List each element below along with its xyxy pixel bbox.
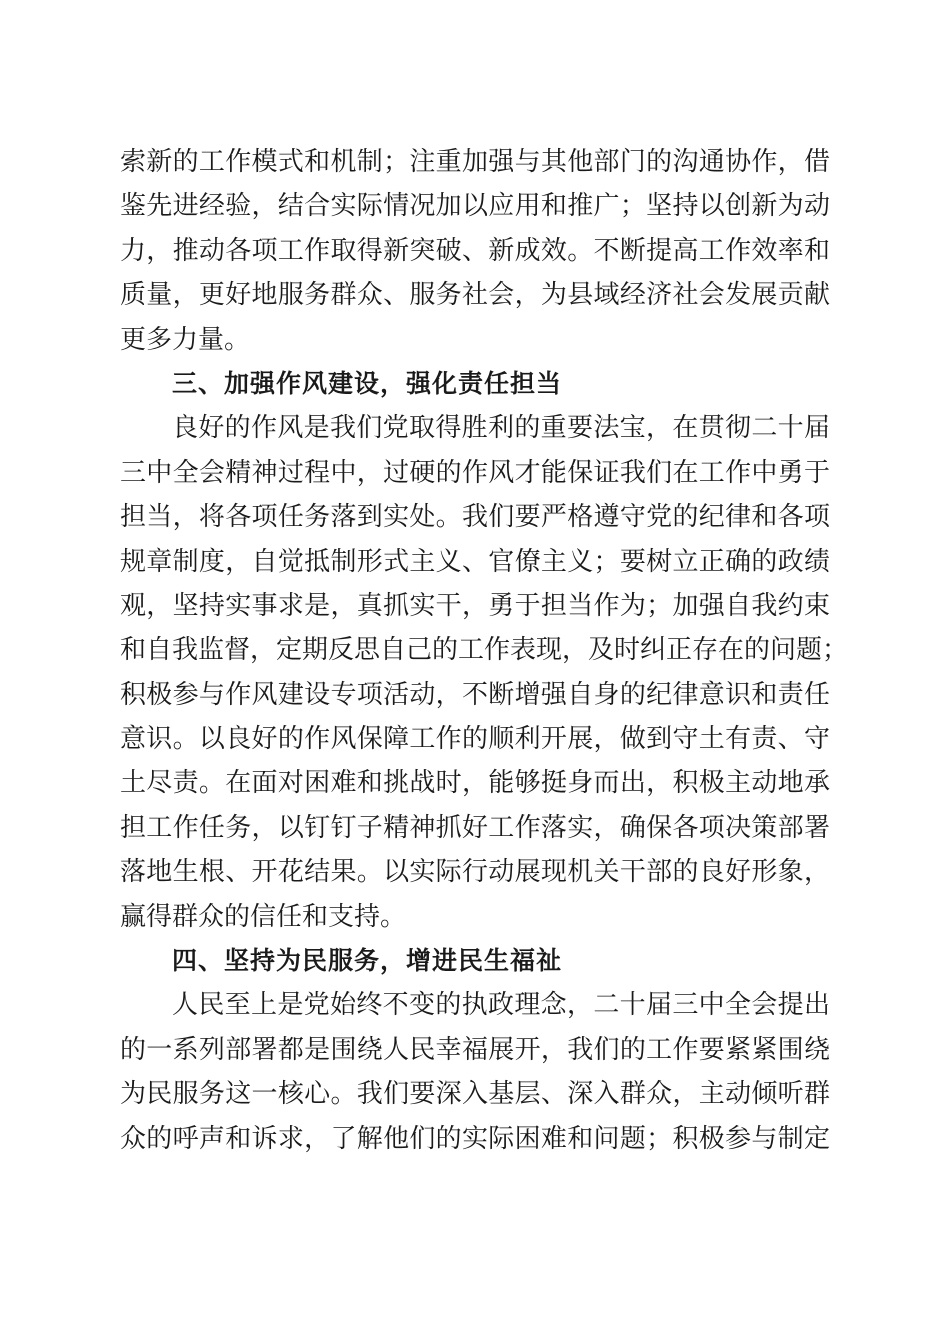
document-body	[120, 140, 849, 1161]
paragraph-line: 担工作任务，以钉钉子精神抓好工作落实，确保各项决策部署	[120, 812, 830, 843]
paragraph-line: 更多力量。	[120, 324, 251, 355]
paragraph-line: 意识。以良好的作风保障工作的顺利开展，做到守土有责、守	[120, 724, 830, 755]
paragraph-line: 积极参与作风建设专项活动，不断增强自身的纪律意识和责任	[120, 679, 830, 710]
paragraph-line: 力，推动各项工作取得新突破、新成效。不断提高工作效率和	[120, 235, 830, 266]
paragraph-line: 落地生根、开花结果。以实际行动展现机关干部的良好形象，	[120, 857, 830, 888]
paragraph-line: 担当，将各项任务落到实处。我们要严格遵守党的纪律和各项	[120, 502, 830, 533]
paragraph-line: 赢得群众的信任和支持。	[120, 901, 407, 932]
paragraph-line: 良好的作风是我们党取得胜利的重要法宝，在贯彻二十届	[172, 413, 830, 444]
paragraph-line: 质量，更好地服务群众、服务社会，为县域经济社会发展贡献	[120, 280, 830, 311]
paragraph-line: 三中全会精神过程中，过硬的作风才能保证我们在工作中勇于	[120, 457, 830, 488]
paragraph-line: 人民至上是党始终不变的执政理念，二十届三中全会提出	[172, 990, 830, 1021]
paragraph-line: 观，坚持实事求是，真抓实干，勇于担当作为；加强自我约束	[120, 590, 830, 621]
paragraph-line: 为民服务这一核心。我们要深入基层、深入群众，主动倾听群	[120, 1079, 830, 1110]
paragraph-line: 众的呼声和诉求，了解他们的实际困难和问题；积极参与制定	[120, 1123, 830, 1154]
section-heading-3: 三、加强作风建设，强化责任担当	[172, 368, 563, 398]
paragraph-line: 索新的工作模式和机制；注重加强与其他部门的沟通协作，借	[120, 147, 830, 177]
section-heading-4: 四、坚持为民服务，增进民生福祉	[172, 946, 563, 976]
paragraph-line: 土尽责。在面对困难和挑战时，能够挺身而出，积极主动地承	[120, 768, 830, 799]
paragraph-line: 和自我监督，定期反思自己的工作表现，及时纠正存在的问题；	[120, 635, 849, 666]
paragraph-line: 的一系列部署都是围绕人民幸福展开，我们的工作要紧紧围绕	[120, 1034, 830, 1065]
paragraph-line: 规章制度，自觉抵制形式主义、官僚主义；要树立正确的政绩	[120, 546, 830, 577]
paragraph-line: 鉴先进经验，结合实际情况加以应用和推广；坚持以创新为动	[120, 191, 830, 222]
